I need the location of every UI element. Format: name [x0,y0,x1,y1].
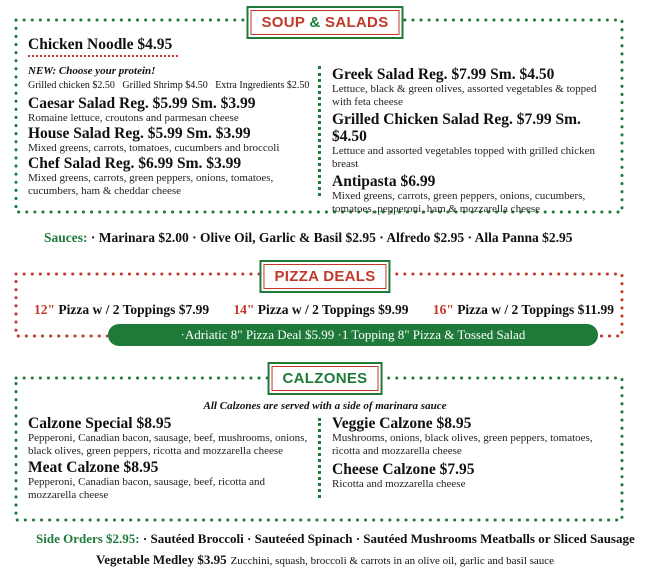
veg-medley-title: Vegetable Medley $3.95 [96,552,227,567]
menu-item [28,459,308,502]
pizza-deal-text: Pizza w / 2 Toppings $9.99 [254,302,409,317]
menu-item [28,155,313,198]
item-title: House Salad Reg. $5.99 Sm. $3.99 [28,125,251,142]
protein-extra: Extra Ingredients $2.50 [215,80,310,91]
item-desc: Lettuce, black & green olives, assorted vegetables & topped with feta cheese [332,83,597,108]
menu-item [28,95,313,125]
menu-item [332,461,617,491]
calzones-title-text: CALZONES [272,366,379,391]
pizza-deal-text: Pizza w / 2 Toppings $11.99 [453,302,614,317]
item-title: Greek Salad Reg. $7.99 Sm. $4.50 [332,66,555,83]
menu-item [332,66,617,109]
pizza-deal-text: Pizza w / 2 Toppings $7.99 [55,302,210,317]
item-title: Meat Calzone $8.95 [28,459,159,476]
item-desc: Pepperoni, Canadian bacon, sausage, beef, ricotta and mozzarella cheese [28,476,266,501]
menu-item [28,415,308,458]
item-title: Grilled Chicken Salad Reg. $7.99 Sm. $4.50 [332,111,581,145]
pizza-deal [433,302,614,318]
item-title: Caesar Salad Reg. $5.99 Sm. $3.99 [28,95,256,112]
protein-chicken: Grilled chicken $2.50 [28,80,115,91]
vegetable-medley-line [96,551,554,569]
item-title: Veggie Calzone $8.95 [332,415,472,432]
item-title: Calzone Special $8.95 [28,415,172,432]
item-title: Antipasta $6.99 [332,173,436,190]
item-desc: Pepperoni, Canadian bacon, sausage, beef, mushrooms, onions, black olives, green peppers, ricotta and mozzarella cheese [28,432,308,457]
item-desc: Ricotta and mozzarella cheese [332,478,466,490]
side-orders-items: · Sautéed Broccoli · Sauteéed Spinach · Sautéed Mushrooms Meatballs or Sliced Sausage [142,531,635,546]
side-orders-label: Side Orders $2.95: [36,531,140,546]
item-desc: Mushrooms, onions, black olives, green peppers, tomatoes, ricotta and mozzarella cheese [332,432,593,457]
pizza-title [259,260,390,293]
veg-medley-desc: Zucchini, squash, broccoli & carrots in an olive oil, garlic and basil sauce [230,555,555,567]
pizza-size: 12" [34,302,55,317]
menu-item [332,415,617,458]
sauces-items: · Marinara $2.00 · Olive Oil, Garlic & Basil $2.95 · Alfredo $2.95 · Alla Panna $2.95 [90,230,573,245]
item-title: Cheese Calzone $7.95 [332,461,475,478]
pizza-size: 16" [432,302,454,317]
calzones-left-column [28,415,308,502]
pizza-banner: ·Adriatic 8" Pizza Deal $5.99 ·1 Topping 8" Pizza & Tossed Salad [108,324,598,346]
menu-item [28,125,313,155]
calzones-right-column [332,415,617,491]
item-desc: Lettuce and assorted vegetables topped with grilled chicken breast [332,145,595,170]
menu-item [332,111,617,171]
pizza-deal [34,302,209,318]
salads-word: SALADS [325,14,389,31]
protein-note: NEW: Choose your protein! [28,65,156,77]
pizza-title-text: PIZZA DEALS [263,264,386,289]
soup-right-column [332,66,617,216]
item-title: Chef Salad Reg. $6.99 Sm. $3.99 [28,155,242,172]
menu-item [332,173,617,216]
protein-options [28,80,309,91]
soup-left-column [28,95,313,198]
item-desc: Romaine lettuce, croutons and parmesan cheese [28,112,239,124]
chicken-noodle: Chicken Noodle $4.95 [28,36,173,53]
calzones-column-divider [318,418,321,498]
sauces-label: Sauces: [44,230,88,245]
amp: & [309,14,321,31]
item-desc: Mixed greens, carrots, tomatoes, cucumbers and broccoli [28,142,280,154]
pizza-deals-row [34,302,614,318]
soup-word: SOUP [261,14,305,31]
pizza-deal [233,302,408,318]
calzones-note: All Calzones are served with a side of marinara sauce [203,400,447,412]
calzones-title [268,362,383,395]
item-desc: Mixed greens, carrots, green peppers, onions, tomatoes, cucumbers, ham & cheddar cheese [28,172,274,197]
soup-column-divider [318,66,321,196]
item-desc: Mixed greens, carrots, green peppers, onions, cucumbers, tomatoes, pepperoni, ham & mozzarella cheese [332,190,586,215]
soup-salads-title [246,6,403,39]
sauces-line [44,230,573,246]
side-orders-line [36,531,635,547]
protein-shrimp: Grilled Shrimp $4.50 [122,80,208,91]
red-dot-divider [28,55,178,57]
pizza-size: 14" [233,302,255,317]
